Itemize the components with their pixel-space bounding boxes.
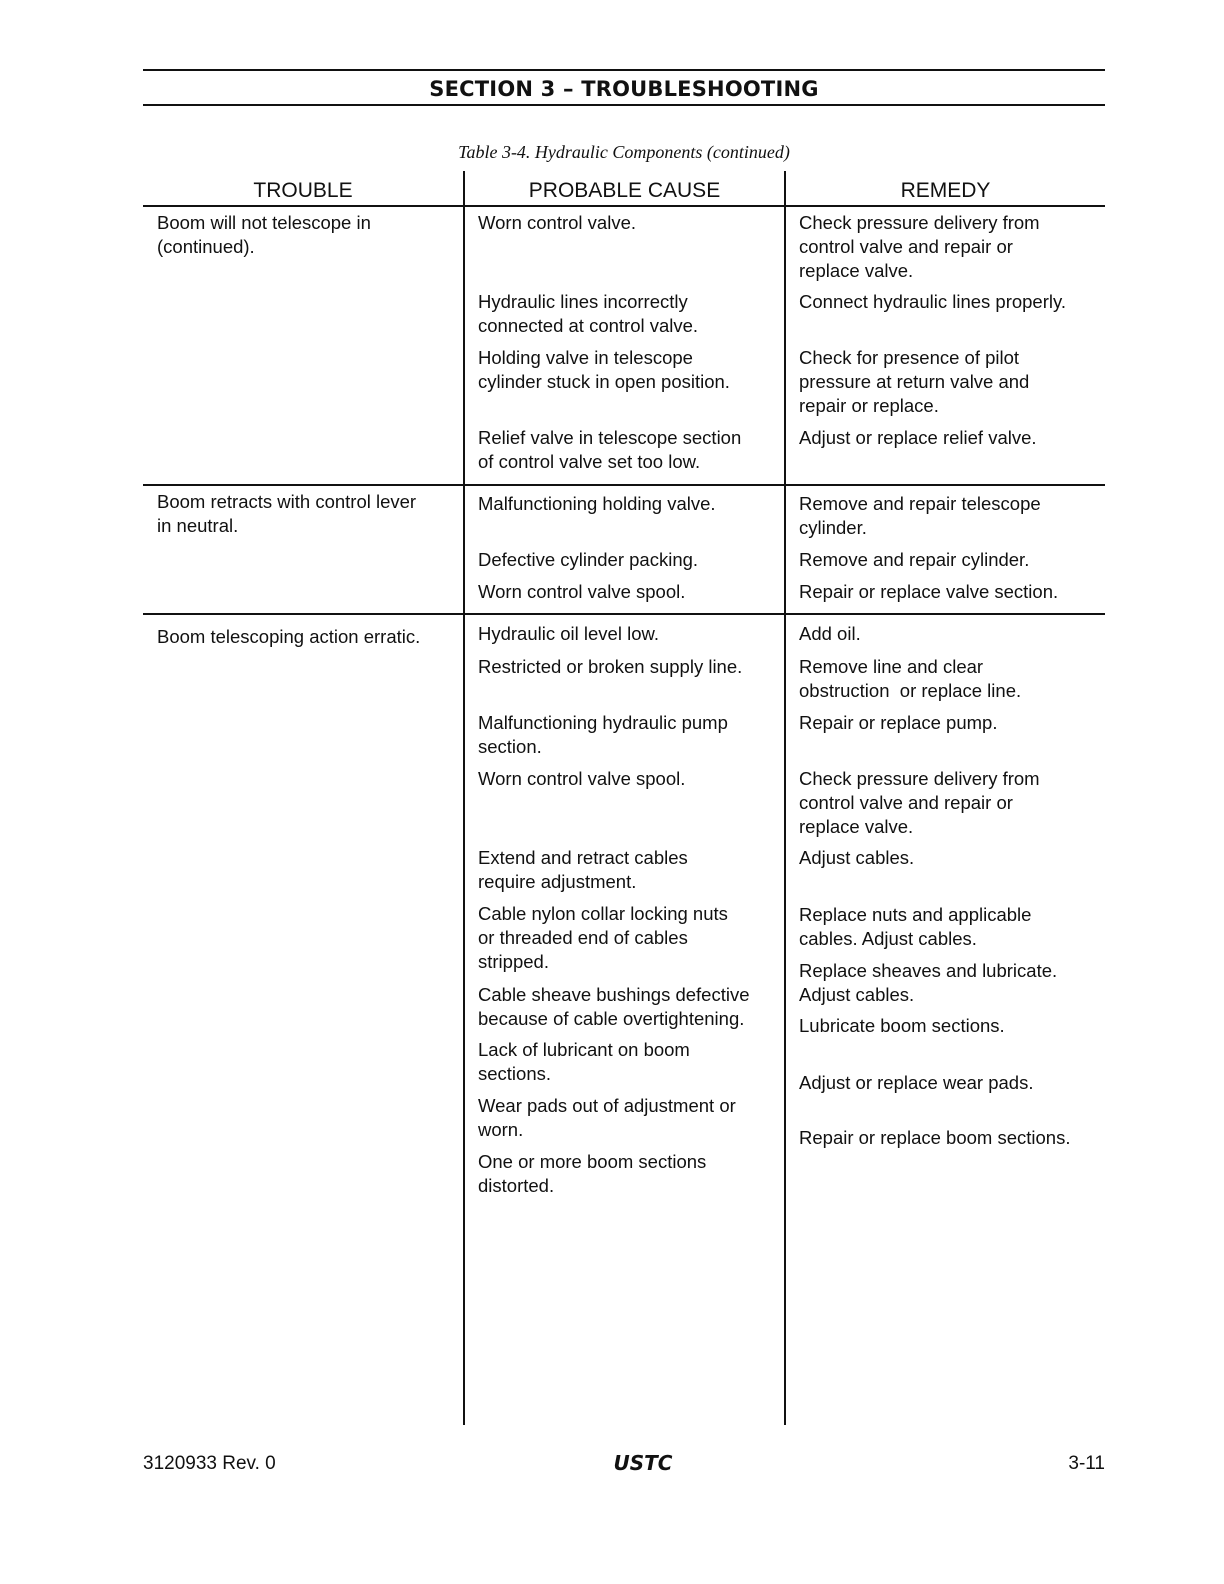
cause-defective-cylinder-packing: Defective cylinder packing. (478, 549, 699, 570)
group-divider-2 (143, 613, 1105, 615)
column-divider-1 (463, 171, 465, 1425)
remedy-clear-obstruction: Remove line and clear obstruction or replace line. (799, 656, 1022, 701)
column-header-remedy: REMEDY (900, 179, 991, 202)
column-header-cause: PROBABLE CAUSE (528, 179, 721, 202)
cause-sheave-bushings-defective: Cable sheave bushings defective because of cable overtightening. (478, 984, 750, 1029)
cause-malfunctioning-pump: Malfunctioning hydraulic pump section. (478, 712, 728, 757)
cause-boom-sections-distorted: One or more boom sections distorted. (478, 1151, 707, 1196)
cause-wear-pads-worn: Wear pads out of adjustment or worn. (478, 1095, 736, 1140)
cause-locking-nuts-stripped: Cable nylon collar locking nuts or threaded end of cables stripped. (478, 903, 728, 972)
remedy-replace-valve-section: Repair or replace valve section. (799, 581, 1059, 602)
remedy-adjust-cables: Adjust cables. (799, 847, 915, 868)
remedy-replace-pump: Repair or replace pump. (799, 712, 998, 733)
cause-relief-valve-set-too-low: Relief valve in telescope section of control valve set too low. (478, 427, 742, 472)
remedy-connect-hydraulic-lines: Connect hydraulic lines properly. (799, 291, 1067, 312)
section-title: SECTION 3 – TROUBLESHOOTING (429, 77, 819, 101)
trouble-boom-will-not-telescope-in: Boom will not telescope in (continued). (157, 212, 371, 257)
remedy-check-pilot-pressure: Check for presence of pilot pressure at return valve and repair or replace. (799, 347, 1030, 416)
remedy-adjust-relief-valve: Adjust or replace relief valve. (799, 427, 1037, 448)
footer-brand: USTC (613, 1451, 673, 1475)
remedy-lubricate-boom: Lubricate boom sections. (799, 1015, 1005, 1036)
cause-oil-level-low: Hydraulic oil level low. (478, 623, 659, 644)
remedy-replace-sheaves: Replace sheaves and lubricate. Adjust cables. (799, 960, 1058, 1005)
remedy-replace-nuts: Replace nuts and applicable cables. Adjust cables. (799, 904, 1032, 949)
remedy-repair-telescope-cylinder: Remove and repair telescope cylinder. (799, 493, 1041, 538)
column-header-trouble: TROUBLE (253, 179, 353, 202)
header-bottom-rule (143, 104, 1105, 106)
remedy-add-oil: Add oil. (799, 623, 861, 644)
cause-lack-of-lubricant: Lack of lubricant on boom sections. (478, 1039, 690, 1084)
cause-restricted-supply-line: Restricted or broken supply line. (478, 656, 743, 677)
remedy-repair-cylinder: Remove and repair cylinder. (799, 549, 1030, 570)
cause-cables-require-adjustment: Extend and retract cables require adjustment. (478, 847, 688, 892)
remedy-adjust-wear-pads: Adjust or replace wear pads. (799, 1072, 1034, 1093)
cause-holding-valve-stuck-open: Holding valve in telescope cylinder stuck in open position. (478, 347, 730, 392)
trouble-boom-retracts-in-neutral: Boom retracts with control lever in neutral. (157, 491, 417, 536)
cause-malfunctioning-holding-valve: Malfunctioning holding valve. (478, 493, 716, 514)
table-caption: Table 3-4. Hydraulic Components (continued) (458, 142, 790, 162)
footer-doc-number: 3120933 Rev. 0 (143, 1453, 276, 1474)
group-divider-1 (143, 484, 1105, 486)
cause-worn-valve-spool: Worn control valve spool. (478, 581, 686, 602)
remedy-check-pressure-delivery-2: Check pressure delivery from control valve and repair or replace valve. (799, 768, 1040, 837)
cause-hydraulic-lines-incorrectly-connected: Hydraulic lines incorrectly connected at control valve. (478, 291, 699, 336)
trouble-telescoping-action-erratic: Boom telescoping action erratic. (157, 626, 421, 647)
cause-worn-control-valve-spool: Worn control valve spool. (478, 768, 686, 789)
header-top-rule (143, 69, 1105, 71)
header-row-rule (143, 205, 1105, 207)
column-divider-2 (784, 171, 786, 1425)
remedy-repair-boom-sections: Repair or replace boom sections. (799, 1127, 1071, 1148)
remedy-check-pressure-delivery: Check pressure delivery from control valve and repair or replace valve. (799, 212, 1040, 281)
cause-worn-control-valve: Worn control valve. (478, 212, 636, 233)
footer-page-number: 3-11 (1068, 1453, 1105, 1474)
